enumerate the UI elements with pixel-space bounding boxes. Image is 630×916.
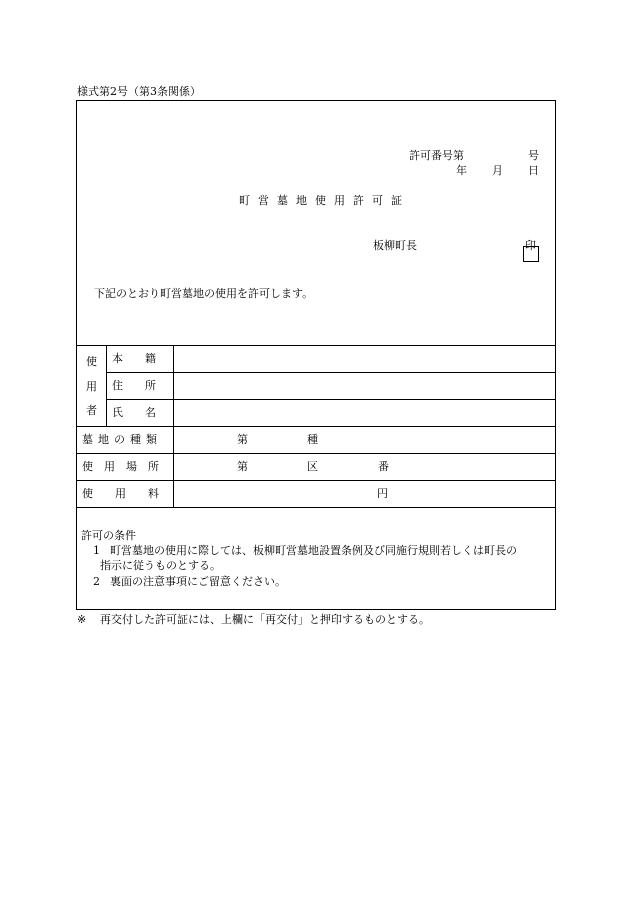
basho-dai: 第 <box>237 460 248 473</box>
condition-1-number: 1 <box>93 544 100 557</box>
date-day: 日 <box>528 164 539 177</box>
usage-fee-label: 使 用 料 <box>82 487 159 500</box>
basho-ku: 区 <box>307 460 318 473</box>
permit-number-suffix: 号 <box>528 149 539 162</box>
bochi-dai: 第 <box>237 433 248 446</box>
condition-2-line1: 裏面の注意事項にご留意ください。 <box>110 575 286 588</box>
fee-yen: 円 <box>377 487 388 500</box>
user-label-1: 使 <box>86 355 97 368</box>
bochi-shu: 種 <box>307 433 318 446</box>
condition-2-number: 2 <box>93 575 100 588</box>
honseki-label: 本 籍 <box>112 352 156 365</box>
basho-ban: 番 <box>378 460 389 473</box>
permit-statement: 下記のとおり町営墓地の使用を許可します。 <box>94 287 314 300</box>
permit-number-prefix: 許可番号第 <box>409 149 464 162</box>
date-year: 年 <box>456 164 467 177</box>
table-line-top <box>76 345 556 346</box>
table-line-3 <box>76 426 556 427</box>
table-line-bottom <box>76 507 556 508</box>
table-line-4 <box>76 453 556 454</box>
table-divider-label <box>173 345 174 507</box>
table-divider-group <box>106 345 107 426</box>
user-label-3: 者 <box>86 404 97 417</box>
footnote-mark: ※ <box>77 613 87 626</box>
table-line-5 <box>76 480 556 481</box>
usage-place-label: 使 用 場 所 <box>82 460 159 473</box>
user-label-2: 用 <box>86 380 97 393</box>
conditions-heading: 許可の条件 <box>81 529 136 542</box>
jusho-label: 住 所 <box>112 379 156 392</box>
shimei-label: 氏 名 <box>112 406 156 419</box>
document-title: 町営墓地使用許可証 <box>239 194 410 207</box>
bochi-type-label: 墓地の種類 <box>82 433 162 446</box>
issuer-name: 板柳町長 <box>373 239 417 252</box>
condition-1-line1: 町営墓地の使用に際しては、板柳町営墓地設置条例及び同施行規則若しくは町長の <box>110 544 517 557</box>
condition-1-line2: 指示に従うものとする。 <box>100 559 221 572</box>
form-number: 様式第2号（第3条関係） <box>77 85 201 98</box>
footnote-text: 再交付した許可証には、上欄に「再交付」と押印するものとする。 <box>100 613 430 626</box>
date-month: 月 <box>492 164 503 177</box>
seal-label: 印 <box>525 239 536 252</box>
